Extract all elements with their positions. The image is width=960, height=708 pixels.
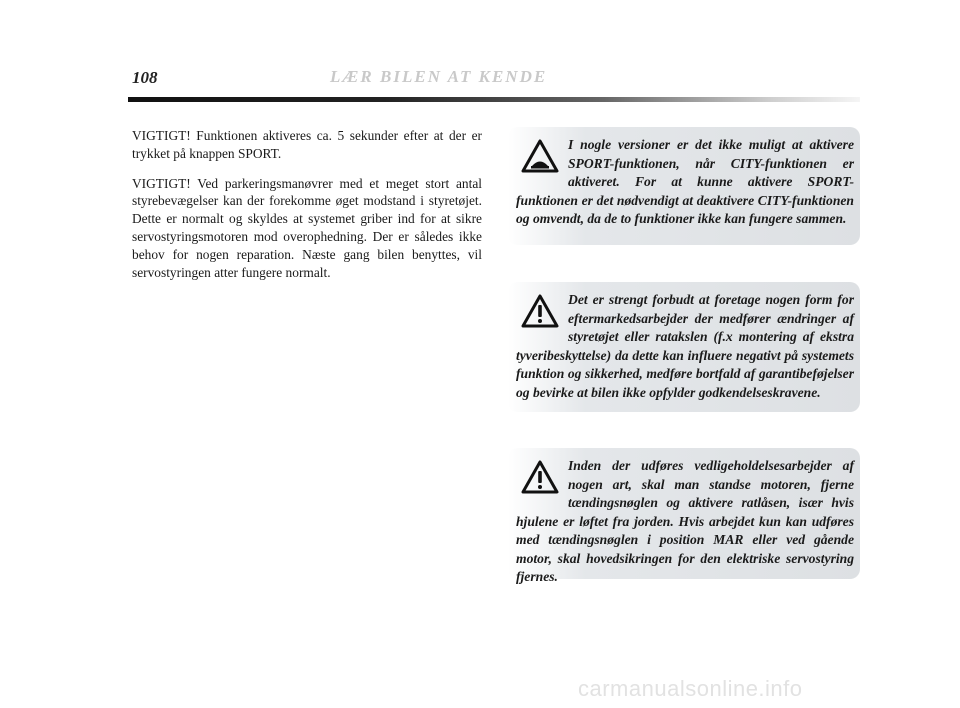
steering-warning-icon	[520, 138, 560, 178]
warning-box-maintenance	[508, 448, 860, 584]
warning-box-sport-city	[508, 127, 860, 245]
page-number: 108	[132, 68, 158, 87]
left-column	[132, 127, 482, 293]
warning-text-maintenance: Inden der udføres vedligeholdelsesarbejder af nogen art, skal man standse motoren, fjerne tændingsnøglen og aktivere ratlåsen, især hvis hjulene er løftet fra jorden. Hvis arbejdet kun kan udføres med tændingsnøglen i position MAR eller ved gående motor, skal hovedsikringen for den elektriske servostyring fjernes.	[516, 458, 854, 584]
warning-triangle-icon	[520, 459, 560, 499]
paragraph-parking-steering: VIGTIGT! Ved parkeringsmanøvrer med et meget stort antal styrebevægelser kan der forekomme øget modstand i styretøjet. Dette er normalt og skyldes at systemet griber ind for at sikre servostyringsmotoren mod overophedning. Der er således ikke behov for nogen reparation. Næste gang bilen benyttes, vil servostyringen atter fungere normalt.	[132, 175, 482, 280]
section-title: LÆR BILEN AT KENDE	[330, 67, 548, 86]
paragraph-sport-activation: VIGTIGT! Funktionen aktiveres ca. 5 sekunder efter at der er trykket på knappen SPORT.	[132, 128, 482, 161]
watermark: carmanualsonline.info	[578, 676, 803, 701]
warning-box-aftermarket	[508, 282, 860, 412]
warning-triangle-icon	[520, 293, 560, 333]
warning-text-aftermarket: Det er strengt forbudt at foretage nogen form for eftermarkedsarbejder der medfører ændringer af styretøjet eller ratakslen (f.x montering af ekstra tyveribeskyttelse) da dette kan influere negativt på systemets funktion og sikkerhed, medføre bortfald af garantibeføjelser og bevirke at bilen ikke opfylder godkendelseskravene.	[516, 292, 854, 400]
header-rule	[128, 97, 860, 102]
warning-text-sport-city: I nogle versioner er det ikke muligt at aktivere SPORT-funktionen, når CITY-funktionen er aktiveret. For at kunne aktivere SPORT-funktionen er det nødvendigt at deaktivere CITY-funktionen og omvendt, da de to funktioner ikke kan fungere sammen.	[516, 137, 854, 226]
